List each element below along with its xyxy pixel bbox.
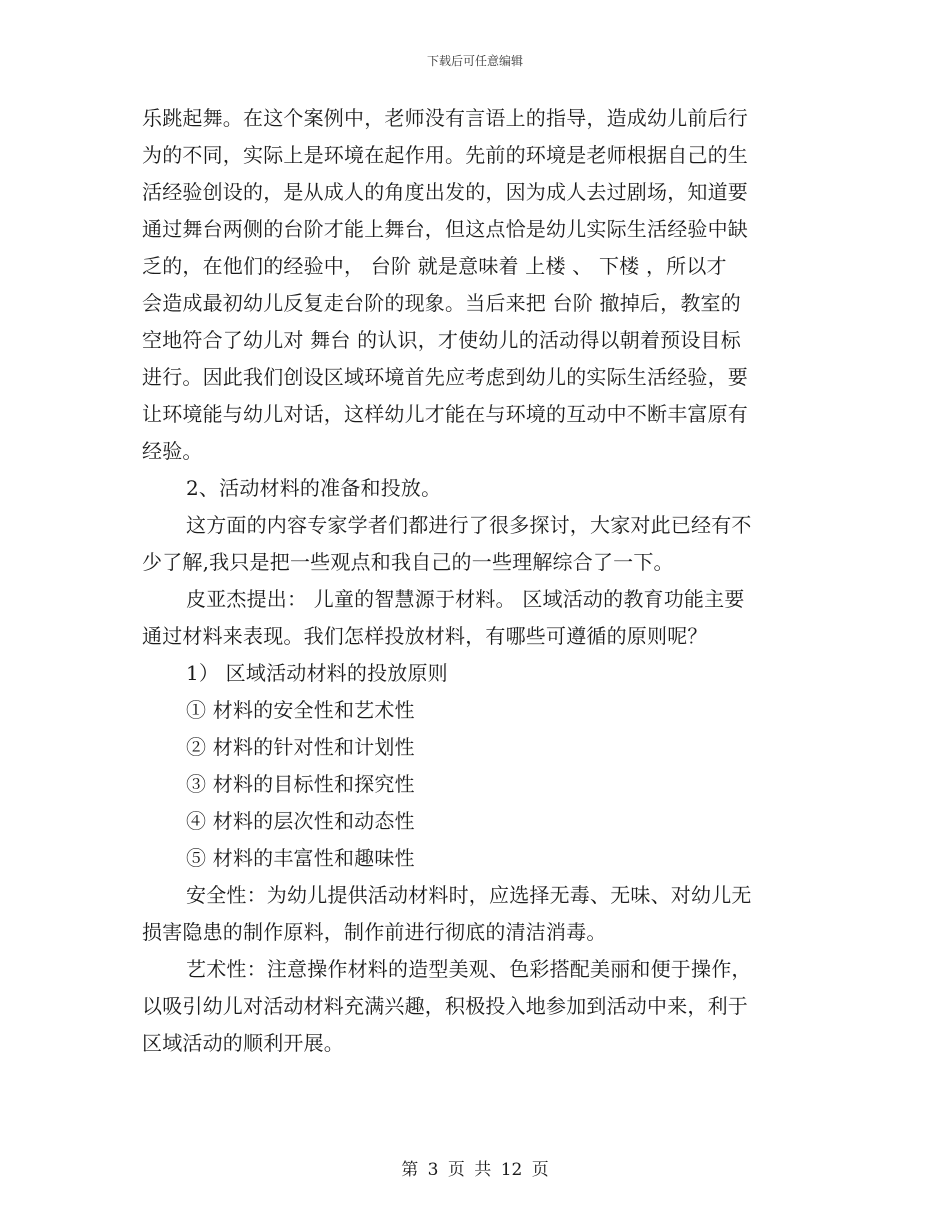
text-line: 艺术性：注意操作材料的造型美观、色彩搭配美丽和便于操作， <box>186 957 752 981</box>
document-body <box>142 100 802 1062</box>
text-line: 区域活动的顺利开展。 <box>142 1031 344 1055</box>
text-line: 少了解,我只是把一些观点和我自己的一些理解综合了一下。 <box>142 550 674 574</box>
text-line: 以吸引幼儿对活动材料充满兴趣，积极投入地参加到活动中来，利于 <box>142 994 748 1018</box>
text-line: 进行。因此我们创设区域环境首先应考虑到幼儿的实际生活经验，要 <box>142 365 748 389</box>
text-line: 通过材料来表现。我们怎样投放材料，有哪些可遵循的原则呢？ <box>142 624 708 648</box>
text-line: 乏的，在他们的经验中， 台阶 就是意味着 上楼 、 下楼 ，所以才 <box>142 254 727 278</box>
text-line: 活经验创设的，是从成人的角度出发的，因为成人去过剧场，知道要 <box>142 180 748 204</box>
text-line: 这方面的内容专家学者们都进行了很多探讨，大家对此已经有不 <box>186 513 752 537</box>
text-line: 让环境能与幼儿对话，这样幼儿才能在与环境的互动中不断丰富原有 <box>142 402 748 426</box>
text-line: 通过舞台两侧的台阶才能上舞台，但这点恰是幼儿实际生活经验中缺 <box>142 217 748 241</box>
list-item: ③ 材料的目标性和探究性 <box>186 772 415 796</box>
list-item: ④ 材料的层次性和动态性 <box>186 809 415 833</box>
text-line: 损害隐患的制作原料，制作前进行彻底的清洁消毒。 <box>142 920 607 944</box>
page-footer: 第 3 页 共 12 页 <box>401 1160 549 1180</box>
text-line: 经验。 <box>142 439 203 463</box>
text-line: 安全性：为幼儿提供活动材料时，应选择无毒、无味、对幼儿无 <box>186 883 752 907</box>
text-line: 空地符合了幼儿对 舞台 的认识，才使幼儿的活动得以朝着预设目标 <box>142 328 741 352</box>
text-line: 乐跳起舞。在这个案例中，老师没有言语上的指导，造成幼儿前后行 <box>142 106 748 130</box>
list-item: ⑤ 材料的丰富性和趣味性 <box>186 846 415 870</box>
text-line: 会造成最初幼儿反复走台阶的现象。当后来把 台阶 撤掉后，教室的 <box>142 291 741 315</box>
text-line: 为的不同，实际上是环境在起作用。先前的环境是老师根据自己的生 <box>142 143 748 167</box>
section-heading: 2、活动材料的准备和投放。 <box>186 476 442 500</box>
list-item: ① 材料的安全性和艺术性 <box>186 698 415 722</box>
page-header: 下载后可任意编辑 <box>426 54 523 68</box>
text-line: 皮亚杰提出： 儿童的智慧源于材料。 区域活动的教育功能主要 <box>186 587 745 611</box>
subsection-heading: 1） 区域活动材料的投放原则 <box>186 661 448 685</box>
list-item: ② 材料的针对性和计划性 <box>186 735 415 759</box>
